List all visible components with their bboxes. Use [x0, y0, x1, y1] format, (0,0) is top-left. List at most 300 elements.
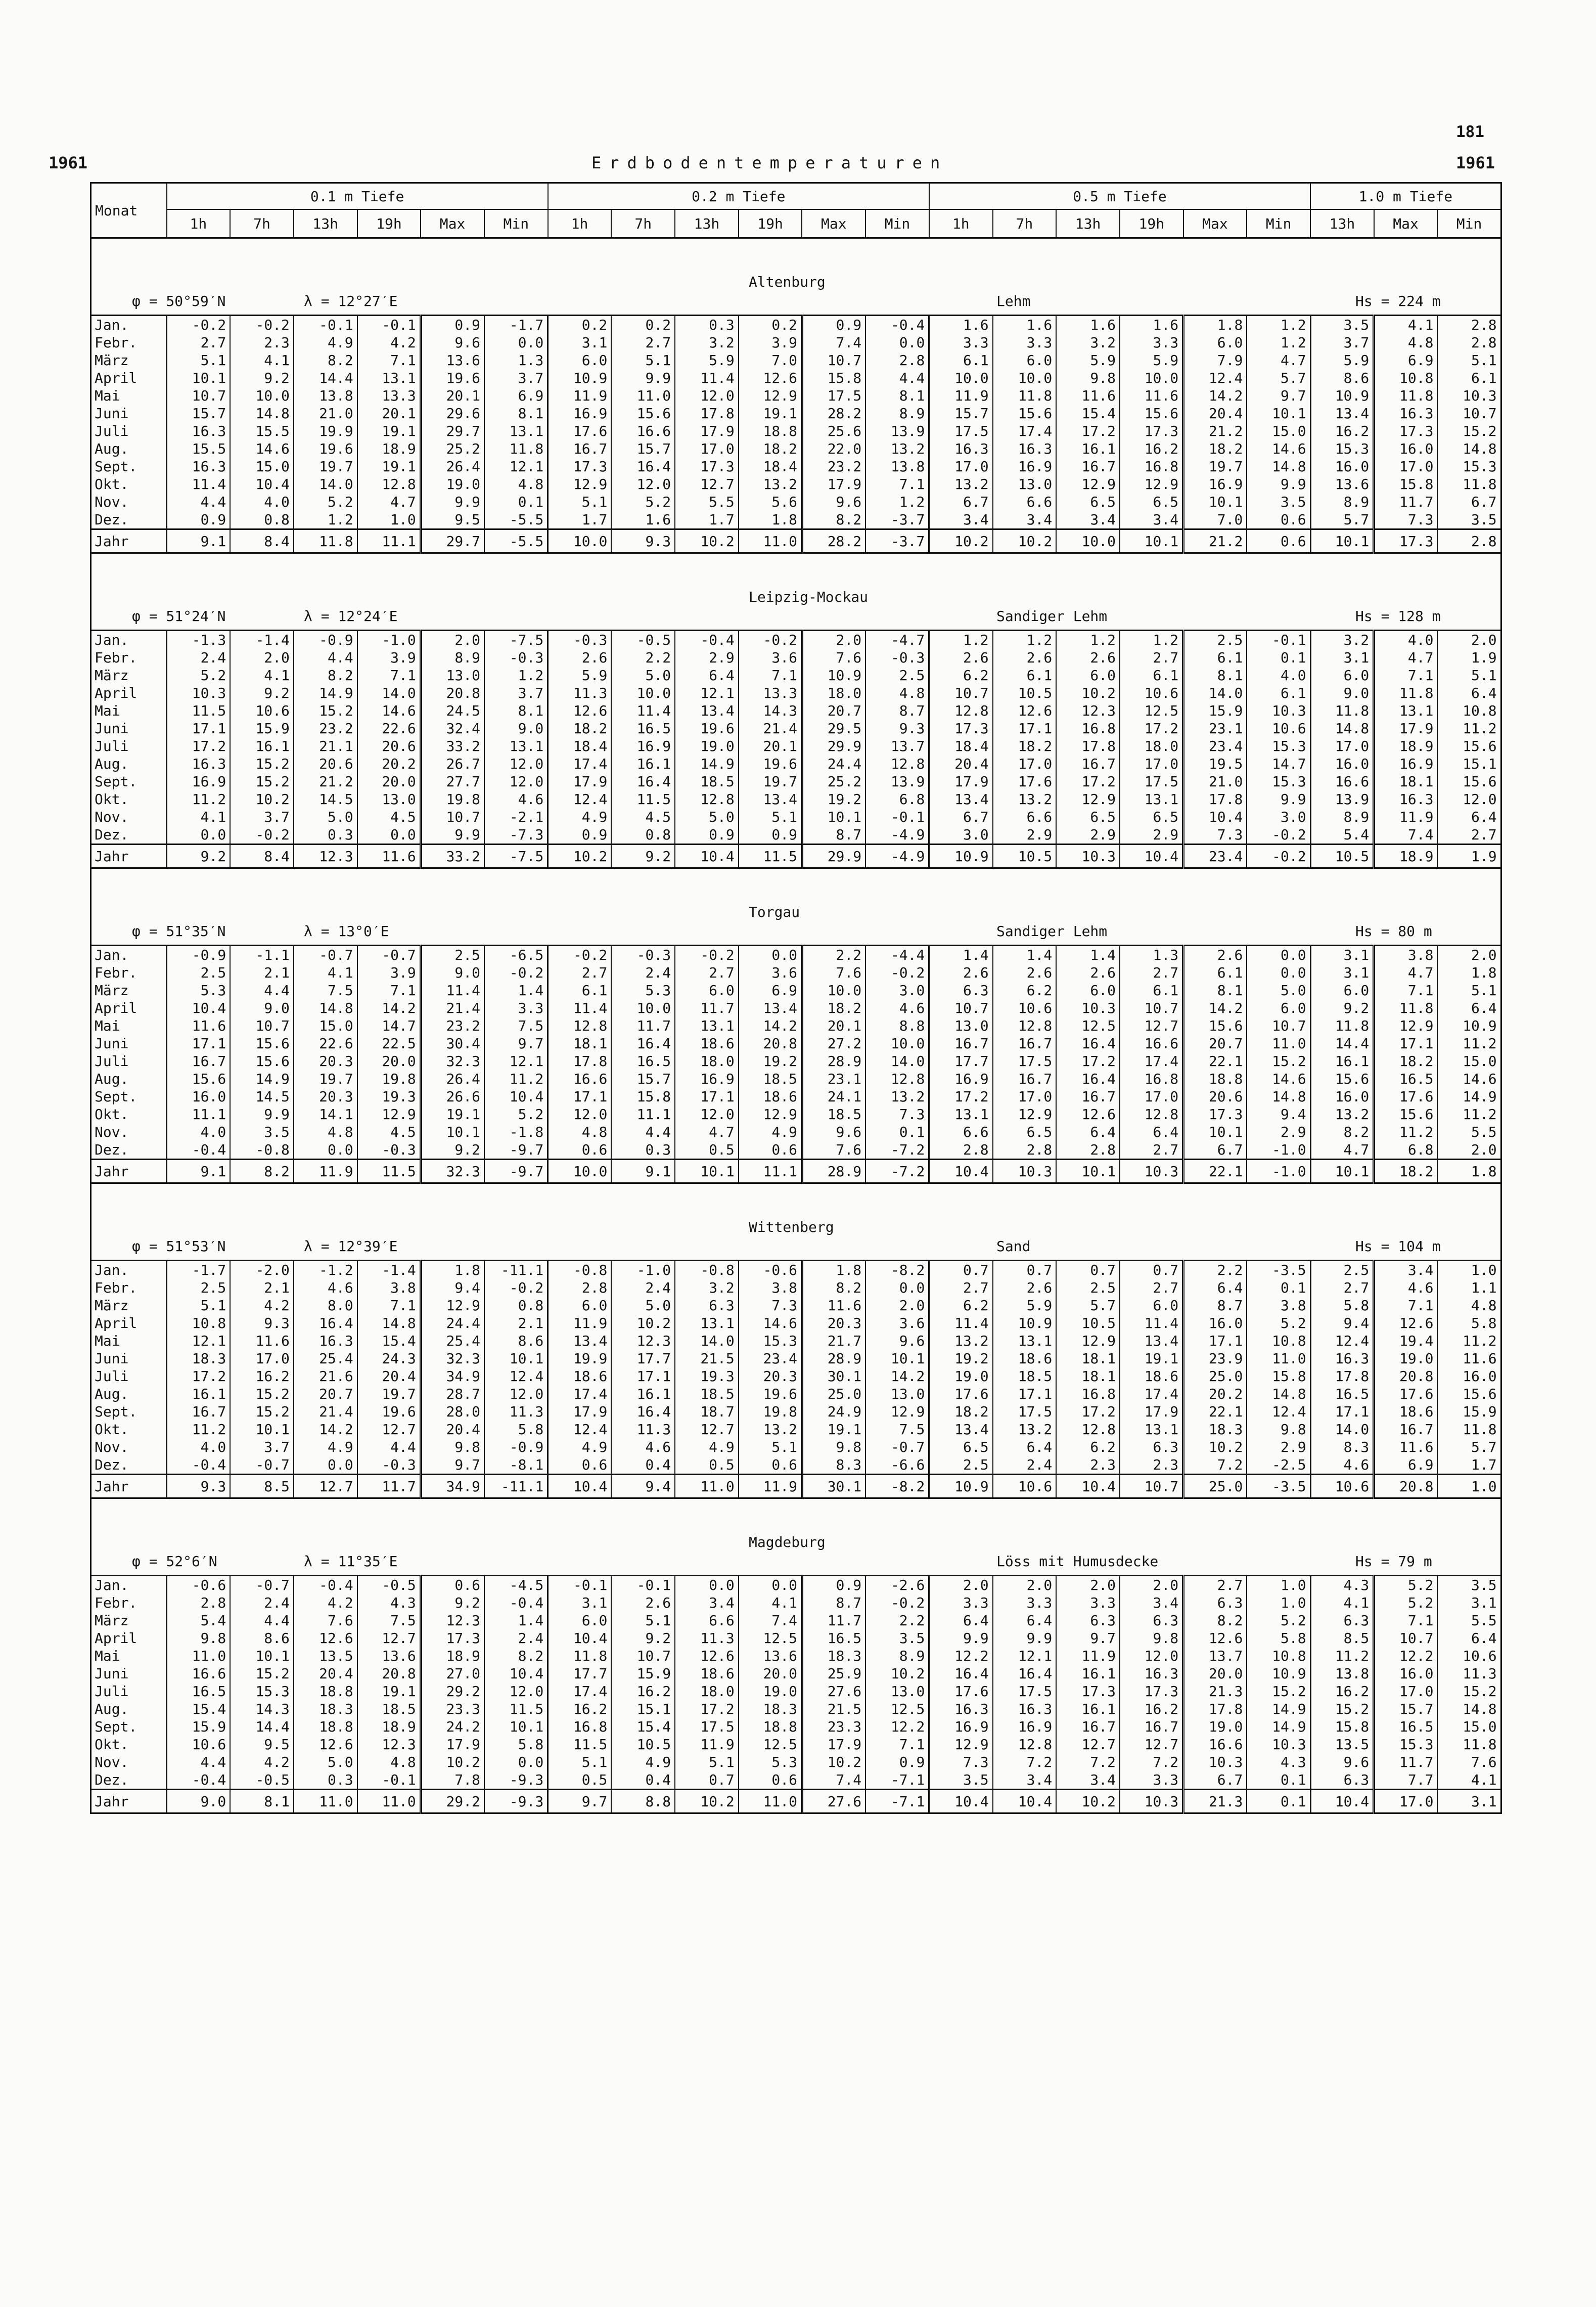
temperature-cell: 13.2 — [865, 1088, 929, 1105]
temperature-cell: 6.3 — [1120, 1438, 1183, 1456]
temperature-cell: 10.7 — [929, 684, 993, 702]
column-header: 7h — [230, 209, 294, 238]
temperature-cell: 7.1 — [357, 667, 421, 684]
temperature-cell: 25.0 — [802, 1385, 865, 1403]
temperature-cell: 16.7 — [1056, 458, 1120, 475]
temperature-cell: 14.2 — [865, 1367, 929, 1385]
temperature-cell: 7.3 — [929, 1753, 993, 1771]
temperature-cell: -0.4 — [484, 1594, 548, 1612]
temperature-cell: 18.2 — [1374, 1052, 1438, 1070]
temperature-cell: 19.1 — [357, 458, 421, 475]
temperature-cell: 7.5 — [294, 982, 357, 999]
month-label: März — [91, 667, 167, 684]
temperature-cell: 2.0 — [230, 649, 294, 667]
temperature-cell: 22.1 — [1183, 1403, 1247, 1421]
temperature-cell: -0.6 — [167, 1576, 231, 1594]
temperature-cell: 4.7 — [357, 493, 421, 511]
temperature-cell: 6.1 — [1183, 649, 1247, 667]
temperature-cell: 18.9 — [357, 440, 421, 458]
temperature-cell: 4.6 — [865, 999, 929, 1017]
temperature-cell: 12.9 — [1374, 1017, 1438, 1035]
month-row — [91, 773, 1501, 790]
temperature-cell: 10.1 — [1310, 529, 1374, 553]
station-name: Torgau — [749, 904, 800, 920]
temperature-cell: 18.1 — [1056, 1350, 1120, 1367]
temperature-cell: 24.3 — [357, 1350, 421, 1367]
temperature-cell: 10.6 — [1310, 1475, 1374, 1498]
temperature-cell: 29.7 — [421, 422, 484, 440]
month-row — [91, 1367, 1501, 1385]
month-row — [91, 649, 1501, 667]
temperature-cell: 12.9 — [548, 475, 612, 493]
temperature-cell: 7.1 — [1374, 982, 1438, 999]
temperature-cell: 8.5 — [230, 1475, 294, 1498]
temperature-cell: 15.8 — [802, 369, 865, 387]
month-row — [91, 1665, 1501, 1682]
temperature-cell: 11.3 — [484, 1403, 548, 1421]
temperature-cell: 4.0 — [167, 1438, 231, 1456]
temperature-cell: 7.1 — [865, 1736, 929, 1753]
temperature-cell: 14.6 — [230, 440, 294, 458]
temperature-cell: 8.1 — [1183, 982, 1247, 999]
temperature-cell: 10.1 — [1183, 493, 1247, 511]
temperature-cell: 0.8 — [230, 511, 294, 529]
month-label: Nov. — [91, 1123, 167, 1141]
temperature-cell: 17.2 — [167, 1367, 231, 1385]
temperature-cell: 11.8 — [1310, 702, 1374, 720]
temperature-cell: 17.1 — [167, 1035, 231, 1052]
temperature-cell: 12.4 — [1183, 369, 1247, 387]
temperature-cell: 9.9 — [421, 493, 484, 511]
temperature-cell: 8.4 — [230, 529, 294, 553]
temperature-cell: 6.1 — [548, 982, 612, 999]
temperature-cell: 17.3 — [1374, 422, 1438, 440]
temperature-cell: -0.9 — [167, 946, 231, 964]
temperature-cell: 19.0 — [675, 737, 739, 755]
temperature-cell: 7.0 — [739, 351, 802, 369]
month-row — [91, 982, 1501, 999]
temperature-cell: 11.2 — [1310, 1647, 1374, 1665]
temperature-cell: 11.4 — [421, 982, 484, 999]
temperature-cell: 2.5 — [167, 964, 231, 982]
temperature-cell: 2.5 — [1183, 631, 1247, 649]
temperature-cell: 10.4 — [484, 1088, 548, 1105]
temperature-cell: 2.7 — [167, 334, 231, 351]
temperature-cell: 25.0 — [1183, 1367, 1247, 1385]
temperature-cell: 3.4 — [1120, 1594, 1183, 1612]
temperature-cell: 1.7 — [675, 511, 739, 529]
temperature-cell: -0.2 — [484, 964, 548, 982]
temperature-cell: 27.0 — [421, 1665, 484, 1682]
temperature-cell: 28.9 — [802, 1052, 865, 1070]
month-label: Mai — [91, 1332, 167, 1350]
temperature-cell: 7.4 — [802, 334, 865, 351]
temperature-cell: 8.8 — [611, 1790, 675, 1813]
temperature-cell: 6.4 — [1183, 1279, 1247, 1297]
temperature-cell: 12.6 — [1056, 1105, 1120, 1123]
temperature-cell: 8.9 — [421, 649, 484, 667]
temperature-cell: 11.9 — [929, 387, 993, 405]
temperature-cell: 16.5 — [1310, 1385, 1374, 1403]
temperature-cell: 10.6 — [167, 1736, 231, 1753]
temperature-cell: 8.2 — [230, 1160, 294, 1183]
header-depth-0-1: 0.1 m Tiefe — [167, 183, 548, 210]
temperature-cell: 16.1 — [1310, 1052, 1374, 1070]
temperature-cell: 10.1 — [230, 1647, 294, 1665]
temperature-cell: 2.0 — [1437, 1141, 1501, 1160]
temperature-cell: 3.5 — [1437, 511, 1501, 529]
temperature-cell: 10.9 — [1247, 1665, 1310, 1682]
temperature-cell: 9.9 — [1247, 475, 1310, 493]
temperature-cell: 11.1 — [357, 529, 421, 553]
temperature-cell: 9.2 — [230, 369, 294, 387]
month-row — [91, 1594, 1501, 1612]
temperature-cell: 12.5 — [1120, 702, 1183, 720]
temperature-cell: 9.8 — [1120, 1629, 1183, 1647]
temperature-cell: 9.1 — [167, 529, 231, 553]
temperature-cell: -9.3 — [484, 1790, 548, 1813]
temperature-cell: 16.1 — [611, 1385, 675, 1403]
temperature-cell: 17.2 — [1056, 1052, 1120, 1070]
header-depth-0-5: 0.5 m Tiefe — [929, 183, 1310, 210]
temperature-cell: -0.3 — [357, 1456, 421, 1475]
temperature-cell: 0.9 — [675, 826, 739, 845]
temperature-cell: 2.8 — [929, 1141, 993, 1160]
temperature-cell: 30.1 — [802, 1475, 865, 1498]
temperature-cell: 0.2 — [739, 316, 802, 334]
station-latitude: φ = 50°59′N — [132, 293, 226, 309]
temperature-cell: -7.5 — [484, 845, 548, 868]
temperature-cell: 9.8 — [802, 1438, 865, 1456]
temperature-cell: 12.0 — [675, 387, 739, 405]
temperature-cell: 18.2 — [1183, 440, 1247, 458]
temperature-cell: 0.0 — [484, 334, 548, 351]
year-left: 1961 — [49, 153, 88, 172]
temperature-cell: 7.1 — [1374, 667, 1438, 684]
temperature-cell: 10.6 — [230, 702, 294, 720]
month-label: Dez. — [91, 1456, 167, 1475]
temperature-cell: 8.8 — [865, 1017, 929, 1035]
temperature-cell: 5.8 — [484, 1736, 548, 1753]
month-row — [91, 1141, 1501, 1160]
temperature-cell: 18.4 — [929, 737, 993, 755]
temperature-cell: 16.7 — [548, 440, 612, 458]
temperature-cell: 5.5 — [1437, 1123, 1501, 1141]
temperature-cell: 10.0 — [802, 982, 865, 999]
temperature-cell: 17.8 — [675, 405, 739, 422]
month-row — [91, 999, 1501, 1017]
temperature-cell: 18.5 — [993, 1367, 1057, 1385]
column-header: Max — [421, 209, 484, 238]
temperature-cell: 14.2 — [357, 999, 421, 1017]
temperature-cell: 13.8 — [1310, 1665, 1374, 1682]
temperature-cell: 0.7 — [1120, 1261, 1183, 1279]
temperature-cell: 18.9 — [357, 1718, 421, 1736]
temperature-cell: 8.0 — [294, 1297, 357, 1314]
temperature-cell: 2.9 — [1247, 1438, 1310, 1456]
temperature-cell: 1.3 — [1120, 946, 1183, 964]
temperature-cell: 7.5 — [484, 1017, 548, 1035]
temperature-cell: 6.5 — [929, 1438, 993, 1456]
temperature-cell: 17.1 — [675, 1088, 739, 1105]
temperature-cell: 4.7 — [1374, 964, 1438, 982]
temperature-cell: 13.6 — [421, 351, 484, 369]
temperature-cell: -1.3 — [167, 631, 231, 649]
temperature-cell: 6.0 — [993, 351, 1057, 369]
temperature-cell: 0.6 — [1247, 529, 1310, 553]
temperature-cell: 16.5 — [611, 1052, 675, 1070]
temperature-cell: 27.7 — [421, 773, 484, 790]
temperature-cell: 16.4 — [611, 1035, 675, 1052]
temperature-cell: 11.8 — [1437, 1736, 1501, 1753]
temperature-cell: 17.2 — [929, 1088, 993, 1105]
temperature-cell: 6.0 — [548, 1297, 612, 1314]
temperature-cell: 10.7 — [1374, 1629, 1438, 1647]
temperature-cell: 11.1 — [167, 1105, 231, 1123]
temperature-cell: 17.0 — [230, 1350, 294, 1367]
month-row — [91, 1088, 1501, 1105]
temperature-cell: 22.5 — [357, 1035, 421, 1052]
column-header: 19h — [1120, 209, 1183, 238]
temperature-cell: 11.6 — [230, 1332, 294, 1350]
temperature-cell: 15.8 — [1310, 1718, 1374, 1736]
temperature-cell: 16.7 — [993, 1070, 1057, 1088]
temperature-cell: 16.0 — [1310, 755, 1374, 773]
temperature-cell: 10.1 — [865, 1350, 929, 1367]
column-header: 1h — [929, 209, 993, 238]
temperature-cell: 8.7 — [1183, 1297, 1247, 1314]
month-row — [91, 684, 1501, 702]
temperature-cell: 19.2 — [929, 1350, 993, 1367]
temperature-cell: 0.0 — [739, 1576, 802, 1594]
temperature-cell: 6.4 — [1120, 1123, 1183, 1141]
temperature-cell: 15.6 — [993, 405, 1057, 422]
month-label: Dez. — [91, 511, 167, 529]
temperature-cell: 4.1 — [230, 351, 294, 369]
temperature-cell: 14.9 — [1247, 1700, 1310, 1718]
column-header: 19h — [357, 209, 421, 238]
temperature-cell: 13.6 — [357, 1647, 421, 1665]
temperature-cell: 10.9 — [802, 667, 865, 684]
temperature-cell: 12.6 — [739, 369, 802, 387]
temperature-cell: 14.9 — [294, 684, 357, 702]
temperature-cell: 7.3 — [865, 1105, 929, 1123]
temperature-cell: 13.4 — [929, 1421, 993, 1438]
temperature-cell: 2.2 — [802, 946, 865, 964]
year-row — [91, 529, 1501, 553]
temperature-cell: 11.2 — [1437, 1035, 1501, 1052]
temperature-cell: 6.9 — [1374, 351, 1438, 369]
month-label: Aug. — [91, 1070, 167, 1088]
temperature-cell: 0.0 — [865, 1279, 929, 1297]
temperature-cell: 14.0 — [675, 1332, 739, 1350]
temperature-cell: 6.0 — [1310, 982, 1374, 999]
temperature-cell: 18.8 — [294, 1718, 357, 1736]
temperature-cell: 15.6 — [1374, 1105, 1438, 1123]
station-info-row — [91, 915, 1501, 946]
temperature-cell: 4.9 — [739, 1123, 802, 1141]
temperature-cell: 1.4 — [929, 946, 993, 964]
temperature-cell: 18.2 — [739, 440, 802, 458]
month-row — [91, 316, 1501, 334]
temperature-cell: -0.4 — [865, 316, 929, 334]
temperature-cell: 11.8 — [548, 1647, 612, 1665]
temperature-cell: 15.3 — [230, 1682, 294, 1700]
temperature-cell: 1.3 — [484, 351, 548, 369]
temperature-cell: 12.8 — [865, 755, 929, 773]
temperature-cell: 11.6 — [1374, 1438, 1438, 1456]
temperature-cell: 9.3 — [167, 1475, 231, 1498]
temperature-cell: 1.6 — [1120, 316, 1183, 334]
temperature-cell: 17.9 — [421, 1736, 484, 1753]
temperature-cell: 5.5 — [675, 493, 739, 511]
temperature-cell: 10.8 — [1247, 1647, 1310, 1665]
temperature-cell: 17.8 — [1183, 1700, 1247, 1718]
temperature-cell: 13.1 — [484, 737, 548, 755]
temperature-cell: 2.7 — [929, 1279, 993, 1297]
temperature-cell: -0.2 — [1247, 826, 1310, 845]
temperature-cell: 18.7 — [675, 1403, 739, 1421]
temperature-cell: 11.1 — [611, 1105, 675, 1123]
temperature-cell: 12.9 — [993, 1105, 1057, 1123]
temperature-cell: -4.7 — [865, 631, 929, 649]
temperature-cell: 6.0 — [1056, 667, 1120, 684]
temperature-cell: 6.9 — [1374, 1456, 1438, 1475]
temperature-cell: 6.4 — [1437, 1629, 1501, 1647]
temperature-cell: 16.9 — [1374, 755, 1438, 773]
temperature-cell: 16.7 — [929, 1035, 993, 1052]
temperature-cell: 11.8 — [993, 387, 1057, 405]
temperature-cell: 19.6 — [739, 1385, 802, 1403]
month-label: Sept. — [91, 1088, 167, 1105]
temperature-cell: 19.1 — [739, 405, 802, 422]
temperature-cell: 15.3 — [1437, 458, 1501, 475]
temperature-cell: 3.9 — [357, 964, 421, 982]
temperature-cell: 7.6 — [802, 1141, 865, 1160]
temperature-cell: 4.6 — [484, 790, 548, 808]
station-elevation: Hs = 128 m — [1355, 608, 1441, 625]
station-latitude: φ = 51°24′N — [132, 608, 226, 625]
temperature-cell: 1.4 — [1056, 946, 1120, 964]
temperature-cell: 6.4 — [993, 1438, 1057, 1456]
temperature-cell: 2.3 — [1120, 1456, 1183, 1475]
temperature-cell: 9.8 — [167, 1629, 231, 1647]
temperature-cell: 4.4 — [865, 369, 929, 387]
month-label: Jan. — [91, 631, 167, 649]
temperature-cell: 12.1 — [167, 1332, 231, 1350]
temperature-cell: 6.6 — [993, 493, 1057, 511]
temperature-cell: 2.6 — [1056, 649, 1120, 667]
month-label: Dez. — [91, 1141, 167, 1160]
temperature-cell: 4.2 — [230, 1753, 294, 1771]
temperature-cell: 6.1 — [929, 351, 993, 369]
temperature-cell: -0.8 — [548, 1261, 612, 1279]
temperature-cell: 12.3 — [611, 1332, 675, 1350]
temperature-cell: 18.6 — [993, 1350, 1057, 1367]
temperature-cell: -0.1 — [294, 316, 357, 334]
temperature-cell: 11.7 — [802, 1612, 865, 1629]
temperature-cell: 17.0 — [1120, 755, 1183, 773]
temperature-cell: 16.4 — [611, 773, 675, 790]
temperature-cell: 10.3 — [1437, 387, 1501, 405]
temperature-cell: 14.4 — [230, 1718, 294, 1736]
temperature-cell: 4.0 — [230, 493, 294, 511]
temperature-cell: 17.0 — [1310, 737, 1374, 755]
temperature-cell: 10.2 — [611, 1314, 675, 1332]
temperature-cell: 10.9 — [929, 845, 993, 868]
temperature-cell: 16.3 — [167, 755, 231, 773]
temperature-cell: 6.1 — [1120, 667, 1183, 684]
temperature-cell: 17.7 — [548, 1665, 612, 1682]
temperature-cell: 13.1 — [1120, 790, 1183, 808]
temperature-cell: 10.1 — [167, 369, 231, 387]
temperature-cell: 6.0 — [1120, 1297, 1183, 1314]
temperature-cell: -0.3 — [357, 1141, 421, 1160]
temperature-cell: 17.0 — [929, 458, 993, 475]
temperature-cell: 16.1 — [611, 755, 675, 773]
temperature-cell: 4.8 — [484, 475, 548, 493]
temperature-cell: 21.0 — [1183, 773, 1247, 790]
temperature-cell: 1.6 — [611, 511, 675, 529]
temperature-cell: 4.1 — [1437, 1771, 1501, 1790]
temperature-cell: 18.0 — [1120, 737, 1183, 755]
temperature-cell: 4.4 — [230, 1612, 294, 1629]
temperature-cell: 14.8 — [357, 1314, 421, 1332]
temperature-cell: 5.2 — [1247, 1314, 1310, 1332]
temperature-cell: 11.4 — [548, 999, 612, 1017]
temperature-cell: 17.4 — [1120, 1385, 1183, 1403]
temperature-cell: 4.9 — [548, 808, 612, 826]
temperature-cell: 19.6 — [739, 755, 802, 773]
temperature-cell: 2.5 — [421, 946, 484, 964]
temperature-cell: -1.7 — [484, 316, 548, 334]
temperature-cell: 14.8 — [294, 999, 357, 1017]
temperature-cell: 14.1 — [294, 1105, 357, 1123]
temperature-cell: 10.2 — [1056, 1790, 1120, 1813]
temperature-cell: -0.7 — [294, 946, 357, 964]
temperature-cell: 7.2 — [1183, 1456, 1247, 1475]
temperature-cell: 17.1 — [1374, 1035, 1438, 1052]
temperature-cell: 2.7 — [548, 964, 612, 982]
temperature-cell: 5.1 — [611, 351, 675, 369]
temperature-cell: 14.7 — [357, 1017, 421, 1035]
temperature-cell: 5.6 — [739, 493, 802, 511]
temperature-cell: 11.2 — [1374, 1123, 1438, 1141]
temperature-cell: 11.0 — [611, 387, 675, 405]
temperature-cell: 16.7 — [1056, 1088, 1120, 1105]
temperature-cell: 2.7 — [1120, 964, 1183, 982]
temperature-cell: 1.8 — [802, 1261, 865, 1279]
temperature-cell: 3.5 — [1310, 316, 1374, 334]
temperature-cell: 16.8 — [1120, 458, 1183, 475]
temperature-cell: 14.6 — [1247, 1070, 1310, 1088]
temperature-cell: 9.7 — [548, 1790, 612, 1813]
month-label: Okt. — [91, 1421, 167, 1438]
temperature-cell: 13.2 — [929, 475, 993, 493]
temperature-cell: 28.2 — [802, 405, 865, 422]
temperature-cell: 6.8 — [865, 790, 929, 808]
temperature-cell: 14.9 — [675, 755, 739, 773]
temperature-cell: 10.7 — [167, 387, 231, 405]
temperature-cell: 11.9 — [548, 1314, 612, 1332]
temperature-cell: 5.1 — [1437, 982, 1501, 999]
temperature-cell: 21.4 — [739, 720, 802, 737]
temperature-cell: 4.3 — [357, 1594, 421, 1612]
temperature-cell: 17.0 — [993, 1088, 1057, 1105]
temperature-cell: 15.1 — [611, 1700, 675, 1718]
temperature-cell: 2.1 — [230, 1279, 294, 1297]
temperature-cell: 5.2 — [294, 493, 357, 511]
